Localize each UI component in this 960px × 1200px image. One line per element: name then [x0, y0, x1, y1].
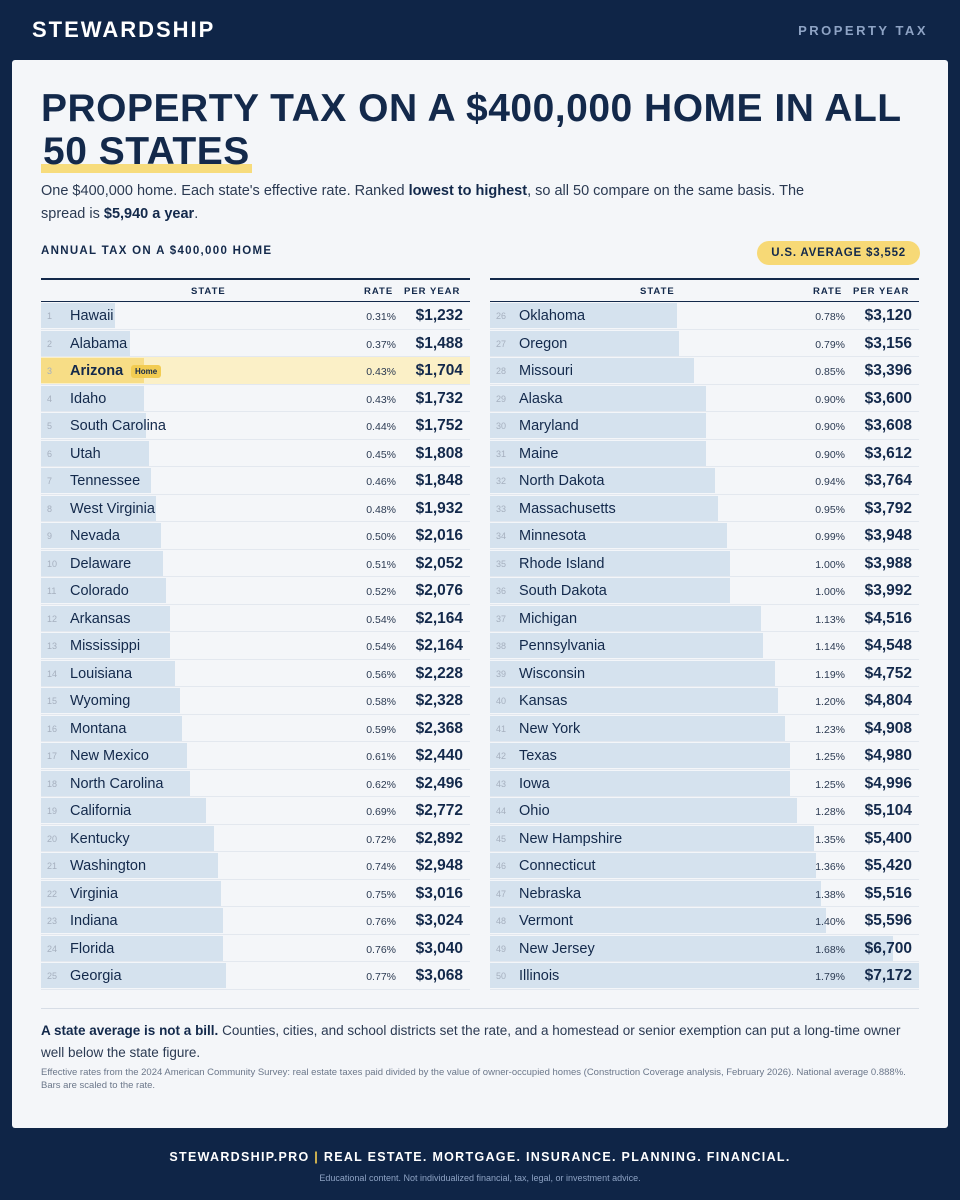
- rank-label: 12: [47, 613, 58, 624]
- rate-bar: [41, 881, 221, 906]
- rank-label: 28: [496, 366, 507, 376]
- rate-value: 0.45%: [366, 448, 396, 461]
- table-row: [41, 632, 470, 660]
- topic-label: PROPERTY TAX: [798, 22, 928, 38]
- state-name: Nevada: [70, 528, 120, 544]
- state-name: Kentucky: [70, 830, 130, 847]
- table-row: [41, 770, 470, 798]
- annual-amount: $3,608: [864, 417, 912, 434]
- annual-amount: $6,700: [864, 939, 912, 957]
- table-row: [490, 577, 919, 605]
- rank-label: 26: [496, 311, 507, 321]
- annual-amount: $2,772: [415, 802, 463, 819]
- state-name: Virginia: [70, 885, 119, 902]
- annual-amount: $3,024: [415, 912, 463, 929]
- page-title: [41, 87, 921, 173]
- state-name: Texas: [519, 748, 557, 764]
- table-header: [490, 278, 919, 302]
- table-row: [41, 715, 470, 743]
- rank-label: 37: [496, 613, 507, 624]
- state-name: South Dakota: [519, 583, 607, 599]
- table-row: [41, 522, 470, 550]
- rate-value: 0.79%: [815, 338, 845, 351]
- rank-label: 23: [47, 916, 58, 926]
- table-row: [41, 412, 470, 440]
- annual-amount: $4,516: [864, 609, 912, 627]
- footer-disclaimer: Educational content. Not individualized financial, tax, legal, or investment advice.: [319, 1173, 641, 1183]
- state-name: California: [70, 803, 132, 819]
- annual-amount: $1,704: [415, 362, 463, 379]
- rate-bar: [41, 908, 223, 933]
- rate-value: 1.19%: [815, 668, 845, 681]
- rate-value: 0.74%: [366, 861, 396, 873]
- rank-label: 24: [47, 943, 58, 954]
- rank-label: 20: [47, 833, 58, 844]
- rank-label: 46: [496, 861, 507, 871]
- rate-value: 1.68%: [815, 943, 845, 956]
- table-row: [490, 962, 919, 990]
- rank-label: 30: [496, 421, 507, 431]
- rate-value: 0.72%: [366, 833, 396, 846]
- annual-amount: $2,948: [415, 857, 463, 874]
- rate-value: 0.69%: [366, 806, 396, 818]
- table-row: [41, 797, 470, 825]
- rate-value: 0.54%: [366, 613, 396, 626]
- annual-amount: $2,052: [415, 554, 463, 572]
- state-name: Oklahoma: [519, 308, 586, 324]
- annual-amount: $4,908: [864, 719, 912, 737]
- rate-value: 0.77%: [366, 971, 396, 983]
- rate-value: 1.00%: [815, 558, 845, 571]
- home-badge: Home: [131, 365, 161, 378]
- annual-amount: $1,732: [415, 389, 463, 407]
- rate-value: 0.95%: [815, 503, 845, 516]
- table-row: [490, 412, 919, 440]
- table-row: [41, 687, 470, 715]
- annual-amount: $1,848: [415, 472, 463, 489]
- state-name: Ohio: [519, 803, 550, 819]
- state-name: Maine: [519, 445, 559, 462]
- table-row: [41, 440, 470, 468]
- table-row: [490, 687, 919, 715]
- column-header-state: STATE: [191, 286, 226, 297]
- state-name: New Mexico: [70, 748, 149, 764]
- table-row: [490, 330, 919, 358]
- rate-value: 1.14%: [815, 641, 845, 653]
- rate-value: 0.31%: [366, 311, 396, 323]
- table-row: [41, 880, 470, 908]
- annual-amount: $3,068: [415, 967, 463, 984]
- table-row: [41, 935, 470, 963]
- table-row: [41, 385, 470, 413]
- annual-amount: $3,396: [864, 362, 912, 379]
- annual-amount: $3,792: [864, 499, 912, 517]
- rate-value: 0.94%: [815, 476, 845, 488]
- rank-label: 13: [47, 641, 58, 651]
- footer-services: REAL ESTATE. MORTGAGE. INSURANCE. PLANNING. FINANCIAL.: [323, 1150, 791, 1164]
- table-row: [41, 357, 470, 385]
- rate-value: 0.51%: [366, 558, 396, 571]
- column-header-state: STATE: [640, 286, 675, 297]
- rank-label: 50: [496, 971, 507, 981]
- state-name: New Jersey: [519, 940, 595, 957]
- table-right: [490, 278, 919, 990]
- annual-amount: $1,752: [415, 417, 463, 434]
- rate-value: 1.40%: [815, 916, 845, 928]
- rank-label: 3: [47, 366, 53, 376]
- rank-label: 49: [496, 943, 507, 954]
- table-left: [41, 278, 470, 990]
- rate-value: 0.75%: [366, 888, 396, 901]
- brand-logo: STEWARDSHIP: [32, 17, 216, 42]
- annual-amount: $3,016: [415, 884, 463, 902]
- rank-label: 11: [47, 586, 57, 596]
- rank-label: 2: [47, 338, 53, 349]
- state-name: Mississippi: [70, 638, 141, 654]
- top-bar: [0, 0, 960, 60]
- state-name: New York: [519, 720, 581, 737]
- rate-value: 0.37%: [366, 338, 396, 351]
- rate-value: 0.48%: [366, 503, 396, 516]
- rate-value: 1.00%: [815, 586, 845, 598]
- state-name: Oregon: [519, 335, 568, 352]
- table-body-left: [41, 302, 470, 990]
- annual-amount: $5,596: [864, 912, 912, 929]
- rank-label: 48: [496, 916, 507, 926]
- state-name: Tennessee: [70, 473, 141, 489]
- column-header-rate: RATE: [364, 286, 394, 297]
- rate-bar: [41, 963, 226, 988]
- rate-value: 0.90%: [815, 448, 845, 461]
- state-name: Utah: [70, 445, 101, 462]
- rate-value: 0.43%: [366, 366, 396, 378]
- annual-amount: $7,172: [864, 967, 912, 984]
- table-row: [490, 742, 919, 770]
- table-body-right: [490, 302, 919, 990]
- table-row: [41, 467, 470, 495]
- intro-bold-1: lowest to highest: [408, 183, 528, 199]
- annual-amount: $5,104: [864, 802, 912, 819]
- table-row: [41, 330, 470, 358]
- table-row: [41, 577, 470, 605]
- state-name: Kansas: [519, 693, 568, 709]
- table-row: [490, 522, 919, 550]
- footer-site: STEWARDSHIP.PRO: [169, 1150, 310, 1164]
- annual-amount: $2,892: [415, 829, 463, 847]
- annual-amount: $2,228: [415, 664, 463, 682]
- annual-amount: $1,488: [415, 334, 463, 352]
- table-row: [41, 825, 470, 853]
- rank-label: 15: [47, 696, 58, 706]
- rate-value: 0.90%: [815, 393, 845, 406]
- annual-amount: $5,516: [864, 884, 912, 902]
- rate-value: 0.59%: [366, 723, 396, 736]
- table-row: [490, 797, 919, 825]
- annual-amount: $3,600: [864, 389, 912, 407]
- table-row: [41, 742, 470, 770]
- annual-amount: $2,328: [415, 692, 463, 709]
- source-text: Effective rates from the 2024 American Community Survey: real estate taxes paid divided by the value of owner-occupied homes (Construction Coverage analysis, February 2026). National average 0.888%. Bars are scaled to the rate.: [41, 1067, 906, 1091]
- table-row: [41, 907, 470, 935]
- rank-label: 34: [496, 531, 507, 541]
- annual-amount: $4,996: [864, 774, 912, 792]
- state-name: Pennsylvania: [519, 638, 606, 654]
- table-row: [490, 357, 919, 385]
- rank-label: 10: [47, 558, 58, 569]
- rank-label: 22: [47, 888, 58, 899]
- table-row: [41, 495, 470, 523]
- state-name: Minnesota: [519, 528, 586, 544]
- footer-separator: |: [314, 1150, 320, 1164]
- rate-value: 1.13%: [815, 613, 845, 626]
- rate-value: 0.90%: [815, 421, 845, 433]
- state-name: Indiana: [70, 913, 118, 929]
- rank-label: 4: [47, 393, 53, 404]
- annual-amount: $2,164: [415, 637, 463, 654]
- state-name: South Carolina: [70, 418, 166, 434]
- annual-amount: $1,232: [415, 307, 463, 324]
- rate-value: 0.85%: [815, 366, 845, 378]
- rank-label: 25: [47, 971, 58, 981]
- table-row: [490, 605, 919, 633]
- state-name: Nebraska: [519, 885, 582, 902]
- state-name: Louisiana: [70, 665, 133, 682]
- table-row: [490, 302, 919, 330]
- state-name: West Virginia: [70, 500, 155, 517]
- table-row: [41, 550, 470, 578]
- rate-value: 0.62%: [366, 778, 396, 791]
- intro-part-1: One $400,000 home. Each state's effective rate. Ranked: [41, 183, 409, 199]
- note-body: Counties, cities, and school districts set the rate, and a homestead or senior exemption can put a long-time owner well below the state figure.: [41, 1023, 901, 1060]
- table-row: [490, 852, 919, 880]
- rate-value: 1.25%: [815, 751, 845, 763]
- rank-label: 45: [496, 833, 507, 844]
- state-name: Alaska: [519, 390, 563, 407]
- annual-amount: $3,988: [864, 554, 912, 572]
- rate-value: 0.43%: [366, 393, 396, 406]
- annual-amount: $3,120: [864, 307, 912, 324]
- state-name: Colorado: [70, 583, 129, 599]
- annual-amount: $2,496: [415, 774, 463, 792]
- annual-amount: $3,040: [415, 939, 463, 957]
- content-card: [12, 60, 948, 1128]
- table-row: [41, 660, 470, 688]
- annual-amount: $1,932: [415, 499, 463, 517]
- rate-value: 0.76%: [366, 916, 396, 928]
- title-text: PROPERTY TAX ON A $400,000 HOME IN ALL: [41, 87, 901, 130]
- rank-label: 17: [47, 751, 58, 761]
- state-name: Missouri: [519, 363, 573, 379]
- state-name: Arizona: [70, 363, 124, 379]
- annual-amount: $5,420: [864, 857, 912, 874]
- rate-value: 1.25%: [815, 778, 845, 791]
- rate-value: 1.20%: [815, 696, 845, 708]
- table-row: [490, 770, 919, 798]
- table-row: [490, 467, 919, 495]
- annual-amount: $2,368: [415, 719, 463, 737]
- table-row: [490, 632, 919, 660]
- state-name: Georgia: [70, 968, 122, 984]
- rank-label: 40: [496, 696, 507, 706]
- title-highlight: 50 STATES: [43, 130, 250, 173]
- annual-amount: $4,752: [864, 664, 912, 682]
- intro-part-3: .: [194, 206, 199, 222]
- annual-amount: $2,164: [415, 609, 463, 627]
- annual-amount: $2,440: [415, 747, 463, 764]
- table-row: [490, 440, 919, 468]
- table-row: [41, 605, 470, 633]
- rank-label: 6: [47, 448, 53, 459]
- table-row: [490, 825, 919, 853]
- rate-value: 0.78%: [815, 311, 845, 323]
- state-name: North Dakota: [519, 473, 605, 489]
- state-name: Wyoming: [70, 693, 131, 709]
- rank-label: 35: [496, 558, 507, 569]
- state-name: Iowa: [519, 775, 550, 792]
- rank-label: 36: [496, 586, 507, 596]
- table-row: [41, 852, 470, 880]
- table-row: [490, 495, 919, 523]
- rank-label: 32: [496, 476, 507, 486]
- rank-label: 31: [496, 448, 507, 459]
- annual-amount: $4,548: [864, 637, 912, 654]
- rank-label: 29: [496, 393, 507, 404]
- state-name: Michigan: [519, 610, 578, 627]
- footer: [0, 1150, 960, 1164]
- table-row: [490, 715, 919, 743]
- rate-value: 1.38%: [815, 888, 845, 901]
- rank-label: 42: [496, 751, 507, 761]
- rank-label: 39: [496, 668, 507, 679]
- rate-value: 0.76%: [366, 943, 396, 956]
- state-name: Vermont: [519, 913, 573, 929]
- annual-amount: $2,076: [415, 582, 463, 599]
- column-header-rate: RATE: [813, 286, 843, 297]
- annual-amount: $1,808: [415, 444, 463, 462]
- rate-value: 0.44%: [366, 421, 396, 433]
- state-name: Washington: [70, 858, 147, 874]
- annual-amount: $3,992: [864, 582, 912, 599]
- state-name: Arkansas: [70, 610, 131, 627]
- rate-value: 1.23%: [815, 723, 845, 736]
- divider: [41, 1008, 919, 1009]
- rate-value: 0.56%: [366, 668, 396, 681]
- rank-label: 27: [496, 338, 507, 349]
- table-row: [490, 550, 919, 578]
- rate-value: 0.58%: [366, 696, 396, 708]
- annual-amount: $3,612: [864, 444, 912, 462]
- rate-value: 1.79%: [815, 971, 845, 983]
- state-name: Montana: [70, 720, 127, 737]
- state-name: Illinois: [519, 968, 560, 984]
- rank-label: 21: [47, 861, 58, 871]
- rate-value: 0.52%: [366, 586, 396, 598]
- rank-label: 19: [47, 806, 58, 816]
- table-row: [490, 907, 919, 935]
- state-name: Rhode Island: [519, 555, 605, 572]
- rank-label: 47: [496, 888, 507, 899]
- table-row: [41, 962, 470, 990]
- rank-label: 16: [47, 723, 58, 734]
- rank-label: 44: [496, 806, 507, 816]
- table-row: [490, 385, 919, 413]
- column-header-per-year: PER YEAR: [404, 286, 461, 297]
- table-header: [41, 278, 470, 302]
- table-row: [490, 935, 919, 963]
- rate-value: 0.54%: [366, 641, 396, 653]
- us-average-badge: U.S. AVERAGE $3,552: [757, 241, 920, 265]
- rate-value: 1.28%: [815, 806, 845, 818]
- state-name: Delaware: [70, 555, 132, 572]
- state-name: Maryland: [519, 418, 579, 434]
- state-name: Alabama: [70, 335, 128, 352]
- state-name: North Carolina: [70, 775, 164, 792]
- rate-value: 1.36%: [815, 861, 845, 873]
- state-name: Florida: [70, 940, 115, 957]
- rate-value: 0.61%: [366, 751, 396, 763]
- rank-label: 38: [496, 641, 507, 651]
- rate-value: 0.50%: [366, 531, 396, 543]
- state-name: Wisconsin: [519, 665, 586, 682]
- rank-label: 9: [47, 531, 53, 541]
- intro-bold-2: $5,940 a year: [103, 206, 195, 222]
- annual-amount: $4,804: [864, 692, 912, 709]
- rank-label: 7: [47, 476, 53, 486]
- rate-value: 0.99%: [815, 531, 845, 543]
- annual-amount: $2,016: [415, 527, 463, 544]
- rate-bar: [41, 936, 223, 961]
- note-bold: A state average is not a bill.: [41, 1023, 219, 1038]
- section-label: ANNUAL TAX ON A $400,000 HOME: [41, 245, 273, 257]
- intro-text: [41, 180, 841, 226]
- table-row: [490, 660, 919, 688]
- rank-label: 43: [496, 778, 507, 789]
- rate-value: 1.35%: [815, 833, 845, 846]
- rank-label: 18: [47, 778, 58, 789]
- state-name: Idaho: [70, 390, 107, 407]
- annual-amount: $4,980: [864, 747, 912, 764]
- rank-label: 14: [47, 668, 58, 679]
- annual-amount: $3,948: [864, 527, 912, 544]
- state-name: Hawaii: [70, 308, 114, 324]
- rank-label: 1: [47, 311, 53, 321]
- annual-amount: $3,764: [864, 472, 912, 489]
- rank-label: 41: [496, 723, 507, 734]
- note-text: [41, 1020, 921, 1064]
- annual-amount: $3,156: [864, 334, 912, 352]
- column-header-per-year: PER YEAR: [853, 286, 910, 297]
- rate-value: 0.46%: [366, 476, 396, 488]
- rank-label: 8: [47, 503, 53, 514]
- annual-amount: $5,400: [864, 829, 912, 847]
- rank-label: 5: [47, 421, 53, 431]
- state-name: Connecticut: [519, 858, 596, 874]
- table-row: [490, 880, 919, 908]
- rank-label: 33: [496, 503, 507, 514]
- table-row: [41, 302, 470, 330]
- state-name: New Hampshire: [519, 830, 623, 847]
- state-name: Massachusetts: [519, 500, 616, 517]
- intro-part-2: , so all 50 compare on the same basis. The spread is: [41, 183, 805, 222]
